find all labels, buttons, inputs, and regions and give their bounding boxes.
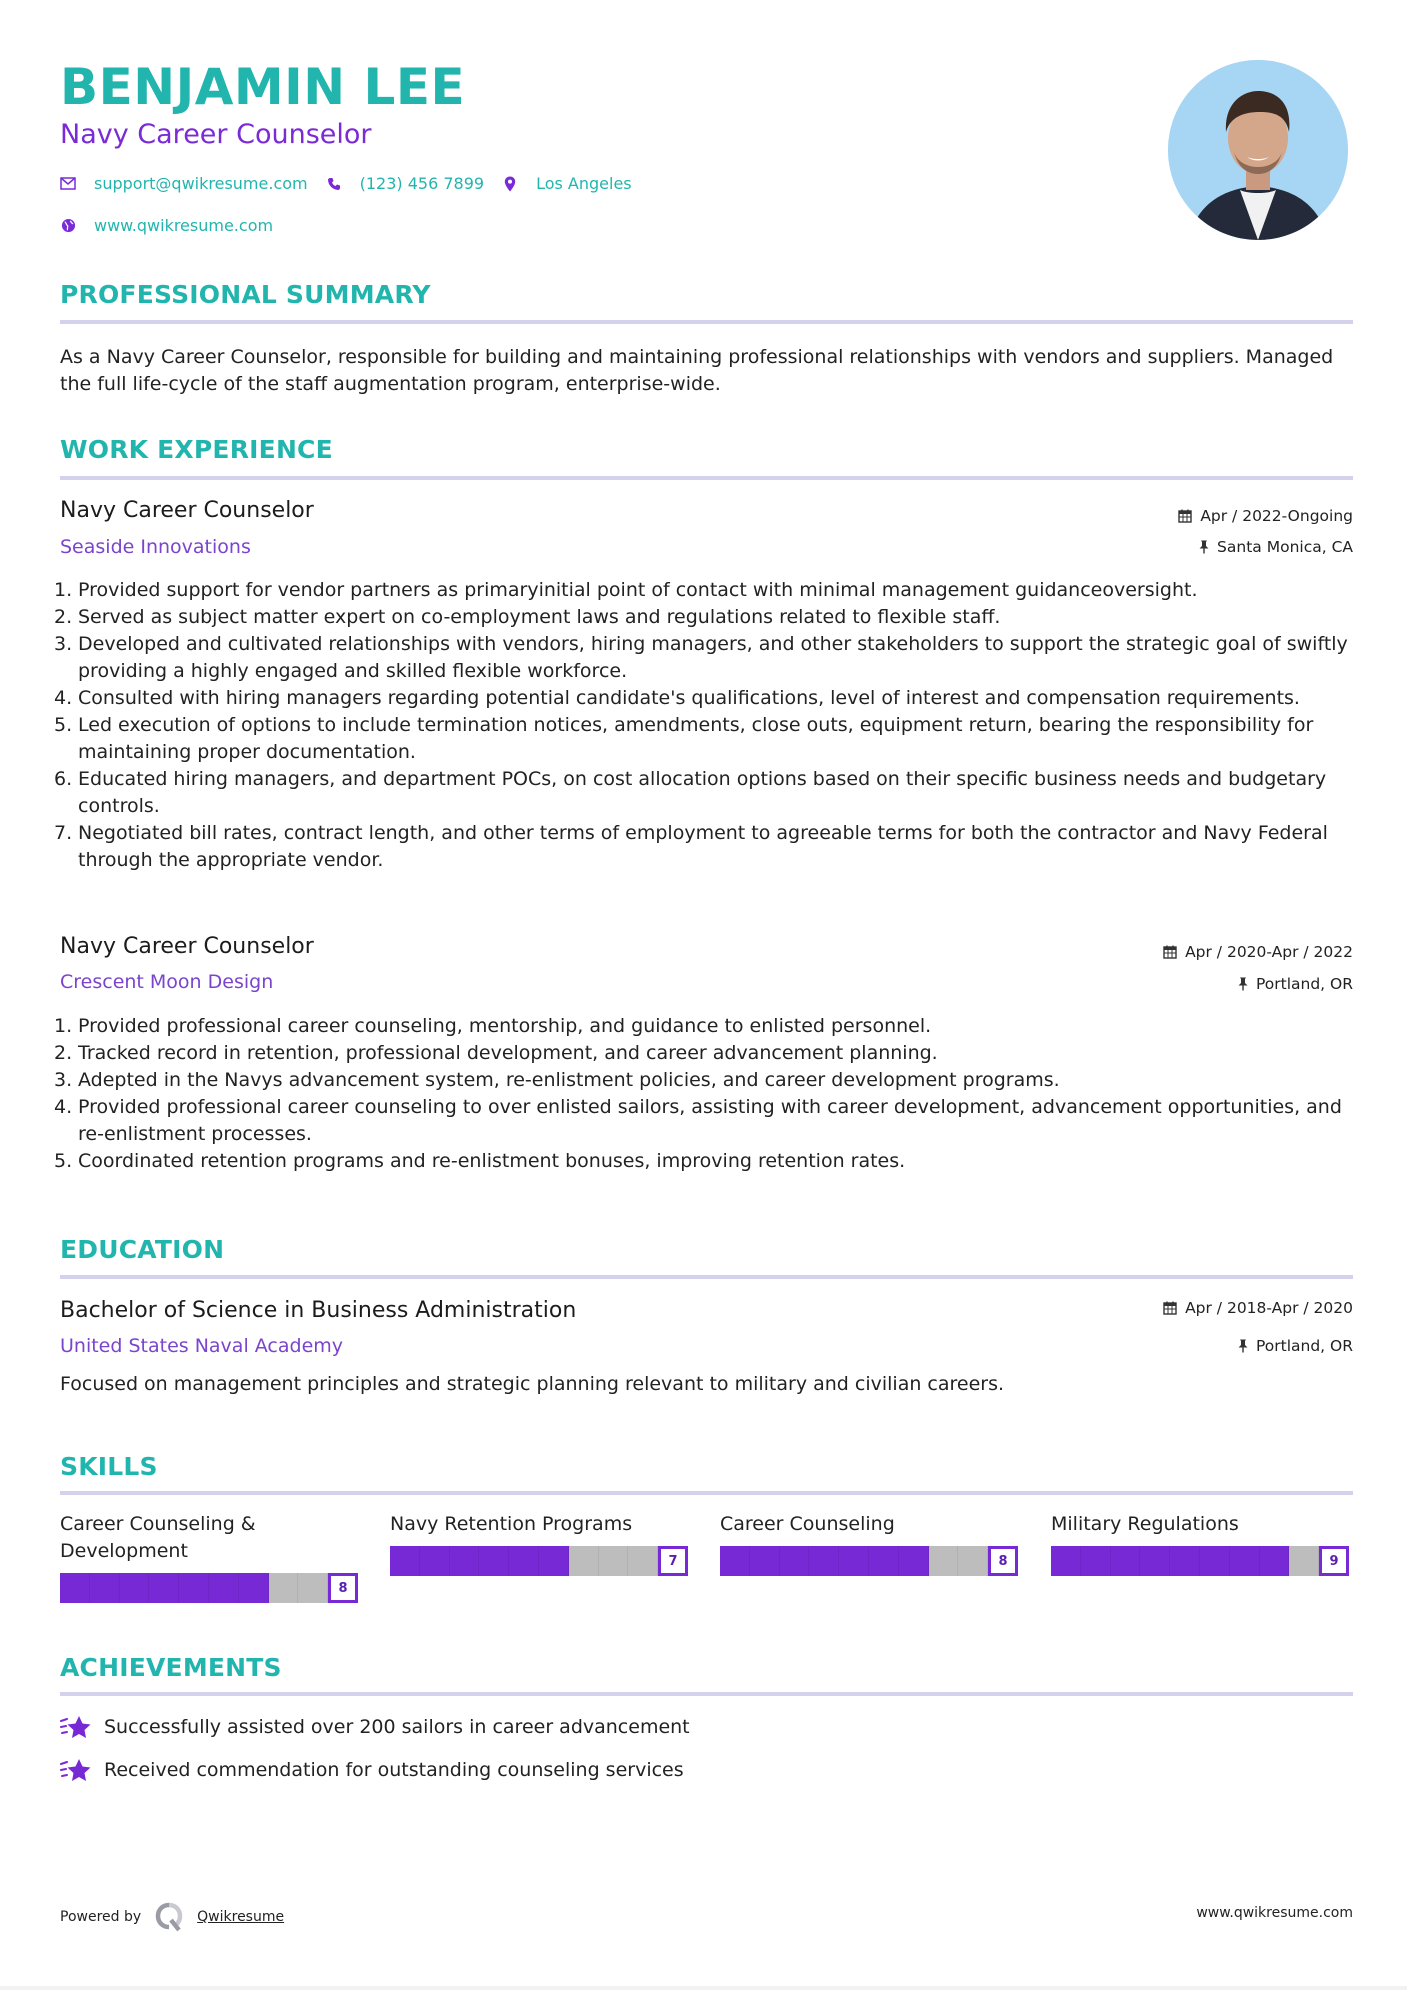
skill-segment: [929, 1546, 959, 1576]
candidate-name: BENJAMIN LEE: [60, 58, 466, 116]
skill-segment: [780, 1546, 810, 1576]
phone-text: (123) 456 7899: [359, 174, 485, 193]
pushpin-icon: [1199, 540, 1209, 554]
globe-icon: [60, 218, 76, 234]
job-title: Navy Career Counselor: [60, 934, 314, 959]
skill-segment: [509, 1546, 539, 1576]
skill-segment: [269, 1573, 299, 1603]
achievement-text: Received commendation for outstanding counseling services: [104, 1759, 684, 1781]
person-photo-icon: [1168, 60, 1348, 240]
skill-segment: [60, 1573, 90, 1603]
achievement-text: Successfully assisted over 200 sailors in career advancement: [104, 1716, 690, 1738]
page-bottom-edge: [0, 1986, 1407, 1990]
skill-bar: [390, 1546, 688, 1576]
contact-website[interactable]: [60, 216, 273, 235]
calendar-icon: [1178, 509, 1192, 523]
skill-level-badge: 7: [658, 1546, 688, 1576]
calendar-icon: [1163, 945, 1177, 959]
skill-segment: [450, 1546, 480, 1576]
job-dates: Apr / 2020-Apr / 2022: [1163, 943, 1353, 961]
skill-level-badge: 9: [1319, 1546, 1349, 1576]
email-text: support@qwikresume.com: [94, 174, 308, 193]
skill-level-badge: 8: [328, 1573, 358, 1603]
skill-item: [60, 1511, 358, 1603]
footer-powered-by: [60, 1902, 284, 1932]
website-text: www.qwikresume.com: [94, 216, 274, 235]
skill-bar: [720, 1546, 1018, 1576]
company-name: Crescent Moon Design: [60, 971, 274, 993]
list-item: 2. Tracked record in retention, professional development, and career advancement planning.: [54, 1042, 938, 1064]
list-item: 4. Provided professional career counseling to over enlisted sailors, assisting with career development, advancement opportunities, and re-enlistment processes.: [54, 1096, 1342, 1145]
job-location: Portland, OR: [1238, 975, 1353, 993]
skill-segment: [1081, 1546, 1111, 1576]
skill-segment: [149, 1573, 179, 1603]
contact-row: [60, 174, 650, 193]
skill-bar: [60, 1573, 358, 1603]
skill-item: [390, 1511, 688, 1576]
section-heading-skills: SKILLS: [60, 1452, 158, 1481]
skill-segment: [628, 1546, 658, 1576]
skill-segment: [1051, 1546, 1081, 1576]
company-name: Seaside Innovations: [60, 536, 251, 558]
skill-segment: [839, 1546, 869, 1576]
contact-phone[interactable]: [326, 174, 484, 193]
section-heading-experience: WORK EXPERIENCE: [60, 435, 333, 464]
skill-segment: [120, 1573, 150, 1603]
skill-segment: [298, 1573, 328, 1603]
location-text: Los Angeles: [536, 174, 632, 193]
school-name: United States Naval Academy: [60, 1335, 344, 1357]
skill-segment: [1200, 1546, 1230, 1576]
skill-segment: [479, 1546, 509, 1576]
phone-icon: [326, 176, 342, 192]
skill-segment: [569, 1546, 599, 1576]
qwikresume-link[interactable]: Qwikresume: [197, 1909, 285, 1925]
section-divider: [60, 1275, 1353, 1279]
education-dates: Apr / 2018-Apr / 2020: [1163, 1299, 1353, 1317]
degree-title: Bachelor of Science in Business Administration: [60, 1298, 577, 1323]
pushpin-icon: [1238, 977, 1248, 991]
list-item: 5. Led execution of options to include termination notices, amendments, close outs, equipment return, bearing the responsibility for maintaining proper documentation.: [54, 714, 1314, 763]
section-divider: [60, 1692, 1353, 1696]
section-divider: [60, 476, 1353, 480]
job-location: Santa Monica, CA: [1199, 538, 1353, 556]
summary-text: As a Navy Career Counselor, responsible for building and maintaining professional relationships with vendors and suppliers. Managed the full life-cycle of the staff augmentation program, enterprise-wide.: [60, 346, 1334, 395]
star-achievement-icon: [60, 1757, 92, 1783]
education-location: Portland, OR: [1238, 1337, 1353, 1355]
education-description: Focused on management principles and strategic planning relevant to military and civilian careers.: [60, 1373, 1005, 1395]
website-row: [60, 216, 291, 235]
candidate-title: Navy Career Counselor: [60, 119, 372, 150]
section-heading-achievements: ACHIEVEMENTS: [60, 1653, 282, 1682]
footer-website[interactable]: www.qwikresume.com: [1196, 1905, 1353, 1921]
skill-segment: [869, 1546, 899, 1576]
skill-segment: [599, 1546, 629, 1576]
job-title: Navy Career Counselor: [60, 498, 314, 523]
skill-segment: [1260, 1546, 1290, 1576]
section-divider: [60, 1491, 1353, 1495]
map-pin-icon: [502, 176, 518, 192]
job-dates: Apr / 2022-Ongoing: [1178, 507, 1353, 525]
skill-label: Career Counseling & Development: [60, 1513, 256, 1562]
list-item: 1. Provided support for vendor partners as primaryinitial point of contact with minimal management guidanceoversight.: [54, 579, 1198, 601]
powered-by-label: Powered by: [60, 1909, 142, 1925]
qwikresume-logo-icon: [155, 1902, 183, 1932]
job-bullets: [54, 1013, 1354, 1175]
list-item: 7. Negotiated bill rates, contract length, and other terms of employment to agreeable terms for both the contractor and Navy Federal through the appropriate vendor.: [54, 822, 1328, 871]
list-item: 1. Provided professional career counseling, mentorship, and guidance to enlisted personnel.: [54, 1015, 932, 1037]
skill-segment: [239, 1573, 269, 1603]
skill-segment: [1230, 1546, 1260, 1576]
list-item: 2. Served as subject matter expert on co-employment laws and regulations related to flexible staff.: [54, 606, 1001, 628]
achievement-item: [60, 1714, 690, 1740]
skill-segment: [809, 1546, 839, 1576]
skill-segment: [90, 1573, 120, 1603]
avatar: [1168, 60, 1348, 240]
skill-segment: [750, 1546, 780, 1576]
skill-bar: [1051, 1546, 1349, 1576]
skill-item: [720, 1511, 1018, 1576]
list-item: 6. Educated hiring managers, and department POCs, on cost allocation options based on their specific business needs and budgetary controls.: [54, 768, 1327, 817]
skill-segment: [420, 1546, 450, 1576]
skill-label: Career Counseling: [720, 1513, 895, 1535]
section-divider: [60, 320, 1353, 324]
list-item: 4. Consulted with hiring managers regarding potential candidate's qualifications, level of interest and compensation requirements.: [54, 687, 1300, 709]
list-item: 3. Adepted in the Navys advancement system, re-enlistment policies, and career development programs.: [54, 1069, 1060, 1091]
star-achievement-icon: [60, 1714, 92, 1740]
skill-segment: [179, 1573, 209, 1603]
section-heading-summary: PROFESSIONAL SUMMARY: [60, 280, 431, 309]
envelope-icon: [60, 176, 76, 192]
skill-label: Military Regulations: [1051, 1513, 1239, 1535]
contact-location: [502, 174, 632, 193]
skill-segment: [899, 1546, 929, 1576]
skill-level-badge: 8: [988, 1546, 1018, 1576]
skill-segment: [1170, 1546, 1200, 1576]
job-bullets: [54, 577, 1354, 874]
list-item: 5. Coordinated retention programs and re-enlistment bonuses, improving retention rates.: [54, 1150, 906, 1172]
pushpin-icon: [1238, 1339, 1248, 1353]
skill-segment: [539, 1546, 569, 1576]
skill-item: [1051, 1511, 1349, 1576]
skill-segment: [720, 1546, 750, 1576]
skill-segment: [390, 1546, 420, 1576]
skill-segment: [209, 1573, 239, 1603]
skill-segment: [1140, 1546, 1170, 1576]
contact-email[interactable]: [60, 174, 308, 193]
section-heading-education: EDUCATION: [60, 1235, 225, 1264]
skill-segment: [1289, 1546, 1319, 1576]
achievement-item: [60, 1757, 684, 1783]
calendar-icon: [1163, 1301, 1177, 1315]
skill-label: Navy Retention Programs: [390, 1513, 633, 1535]
list-item: 3. Developed and cultivated relationships with vendors, hiring managers, and other stakeholders to support the strategic goal of swiftly providing a highly engaged and skilled flexible workforce.: [54, 633, 1348, 682]
skill-segment: [958, 1546, 988, 1576]
skill-segment: [1111, 1546, 1141, 1576]
